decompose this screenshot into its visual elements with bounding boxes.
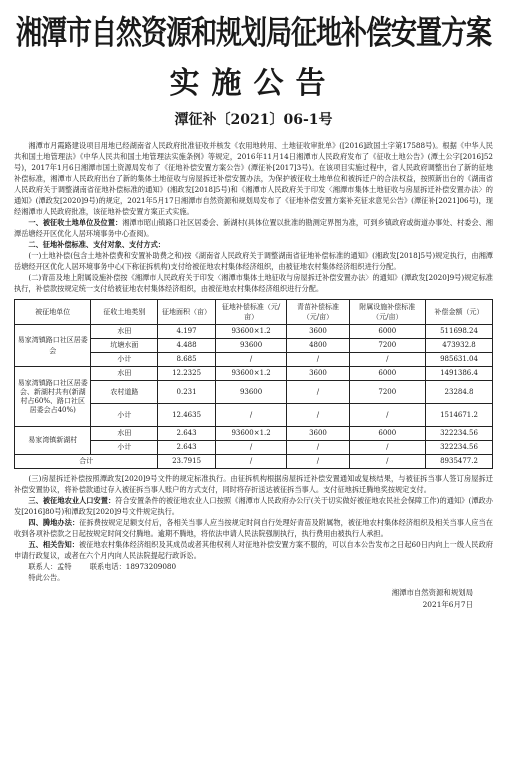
section-2-paragraph-1: (一)土地补偿(包含土地补偿费和安置补助费之和)按《湖南省人民政府关于调整湖南省征地补偿标准的通知》(湘政发[2018]5号)规定执行，由湘潭岳塘经开区优化人居环境事务中心(下称征拆机构)支付给被征地农村集体经济组织，由被征地农村集体经济组织进行分配。 [14,251,493,271]
contact-person: 联系人：孟特 [28,562,72,571]
section-2 [14,239,493,250]
table-cell: 8935477.2 [426,455,493,469]
unit-cell: 易家湾镇路口社区居委会 [15,325,91,367]
table-cell: 4800 [287,339,349,353]
table-cell: 水田 [91,325,158,339]
section-3-text: 符合安置条件的被征地农业人口按照《湘潭市人民政府办公厅(关于切实做好被征地农民社会保障工作)的通知》(潭政办发[2016]80号)和潭政发[2020]9号文件规定执行。 [14,496,493,516]
section-4-title: 四、腾地办法： [28,518,80,527]
contact-line [14,561,493,572]
table-cell: 12.4635 [158,404,215,427]
table-cell: 4.197 [158,325,215,339]
table-cell: 1491386.4 [426,367,493,381]
table-cell: 2.643 [158,427,215,441]
closing-line: 特此公告。 [28,573,65,582]
section-4 [14,517,493,539]
table-cell: 0.231 [158,381,215,404]
table-header: 附属设施补偿标准（元/亩） [349,300,425,325]
table-cell: / [349,455,425,469]
table-cell: / [215,404,287,427]
table-cell: 322234.56 [426,427,493,441]
section-2-paragraph-2: (二)青苗及地上附属设施补偿按《湘潭市人民政府关于印发〈湘潭市集体土地征收与房屋拆迁补偿安置办法〉的通知》(潭政发[2020]9号)规定标准执行，补偿款按规定统一支付给被征地农村集体经济组织，由被征地农村集体经济组织进行分配。 [14,273,493,293]
section-3-title: 三、被征地农业人口安置： [28,496,116,505]
table-cell: 小计 [91,441,158,455]
table-cell: 6000 [349,325,425,339]
table-cell: 93600 [215,381,287,404]
section-1-title: 一、被征收土地单位及位置： [28,218,123,227]
table-cell: / [349,441,425,455]
compensation-table [14,299,493,469]
table-cell: 小计 [91,353,158,367]
table-cell: 水田 [91,367,158,381]
table-row [15,367,493,381]
table-cell: 93600×1.2 [215,427,287,441]
table-total-row [15,455,493,469]
table-cell: / [215,441,287,455]
table-cell: 4.488 [158,339,215,353]
table-cell: / [287,404,349,427]
table-cell: 23.7915 [158,455,215,469]
table-row [15,325,493,339]
table-cell: 3600 [287,325,349,339]
table-cell: 8.685 [158,353,215,367]
table-header: 征地面积（亩） [158,300,215,325]
table-cell: / [215,455,287,469]
table-cell: 合计 [15,455,158,469]
section-5-text: 被征地农村集体经济组织及其成员或者其他权利人对征地补偿安置方案不服的，可以自本公告发布之日起60日内向上一级人民政府申请行政复议，或者在六个月内向人民法院提起行政诉讼。 [14,540,493,560]
table-cell: 小计 [91,404,158,427]
table-cell: 6000 [349,367,425,381]
table-cell: 322234.56 [426,441,493,455]
table-header: 征地补偿标准（元/亩） [215,300,287,325]
table-cell: / [349,404,425,427]
table-cell: 7200 [349,381,425,404]
signature-date: 2021年6月7日 [422,600,473,609]
table-cell: 农村道路 [91,381,158,404]
table-cell: 23284.8 [426,381,493,404]
signature-org: 湘潭市自然资源和规划局 [391,588,473,597]
document-number: 潭征补〔2021〕06-1号 [174,112,333,128]
table-cell: / [287,455,349,469]
table-cell: 水田 [91,427,158,441]
table-header: 征收土地类别 [91,300,158,325]
table-cell: 6000 [349,427,425,441]
table-cell: 985631.04 [426,353,493,367]
table-header: 补偿金额（元） [426,300,493,325]
section-3 [14,495,493,517]
section-2-paragraph-3: (三)房屋拆迁补偿按照潭政发[2020]9号文件的规定标准执行。由征拆机构根据房屋拆迁补偿安置通知或复核结果，与被征拆当事人签订房屋拆迁补偿安置协议，将补偿款通过存入被征拆当事人账户的方式支付，同时将存折送达被征拆当事人。支付征地拆迁腾地奖按规定支付。 [14,474,493,494]
table-cell: 坑塘水面 [91,339,158,353]
unit-cell: 易家湾镇新湖村 [15,427,91,455]
section-1 [14,217,493,239]
table-cell: 3600 [287,427,349,441]
section-5-title: 五、相关告知： [28,540,79,549]
title-line-1: 湘潭市自然资源和规划局征地补偿安置方案 [15,14,491,52]
table-header: 被征地单位 [15,300,91,325]
table-cell: / [287,441,349,455]
title-line-2: 实施公告 [169,66,338,101]
table-row [15,427,493,441]
table-header: 青苗补偿标准（元/亩） [287,300,349,325]
notice-body [14,140,493,583]
table-cell: 2.643 [158,441,215,455]
table-cell: 7200 [349,339,425,353]
contact-phone: 联系电话：18973209080 [89,562,177,571]
table-cell: 93600×1.2 [215,367,287,381]
intro-paragraph: 湘潭市月霞路建设项目用地已经湖南省人民政府批准征收并核发《农用地转用、土地征收审批单》([2016]政国土字第17588号)。根据《中华人民共和国土地管理法》《中华人民共和国土地管理法实施条例》等规定，2016年11月14日湘潭市人民政府发布了《征收土地公告》(潭土公字[2016]52号)，2017年1月6日湘潭市国土资源局发布了《征地补偿安置方案公告》(潭征补[2017]3号)。在该项目实施过程中，省人民政府调整出台了新的征地补偿标准，湘潭市人民政府出台了新的集体土地征收与房屋拆迁补偿安置办法，为保护被征收土地单位和被拆迁户的合法权益，按照新出台的《湖南省人民政府关于调整湖南省征地补偿标准的通知》(湘政发[2018]5号)和《湘潭市人民政府关于印发〈湘潭市集体土地征收与房屋拆迁补偿安置办法〉的通知》(潭政发[2020]9号)的规定，2021年5月17日湘潭市自然资源和规划局发布了《征地补偿安置方案补充征求意见公告》(潭征补[2021]06号)，现经湘潭市人民政府批准，该征地补偿安置方案正式实施。 [14,141,493,216]
table-cell: 473932.8 [426,339,493,353]
section-5 [14,539,493,561]
table-cell: / [287,353,349,367]
table-cell: 511698.24 [426,325,493,339]
signature-block [14,587,493,611]
table-cell: 93600×1.2 [215,325,287,339]
table-cell: / [349,353,425,367]
section-4-text: 征拆费按规定足额支付后，各相关当事人应当按规定时间自行处理好青苗及附属物，被征地农村集体经济组织及相关当事人应当在收到各项补偿款之日起按规定时间交付腾地。逾期不腾地，将依法申请人民法院强制执行，执行费用由被执行人承担。 [14,518,493,538]
table-cell: 1514671.2 [426,404,493,427]
table-cell: / [215,353,287,367]
unit-cell: 易家湾镇路口社区居委会、新湖村共有(新湖村占60%、路口社区居委会占40%) [15,367,91,427]
table-cell: 93600 [215,339,287,353]
section-1-text: 湘潭市昭山镇路口社区居委会、新湖村(具体位置以批准的勘测定界图为准，可到乡镇政府或街道办事处、村委会、湘潭岳塘经开区优化人居环境事务中心查阅)。 [14,218,493,238]
table-cell: 3600 [287,367,349,381]
table-cell: 12.2325 [158,367,215,381]
table-header-row [15,300,493,325]
table-cell: / [287,381,349,404]
section-2-title: 二、征地补偿标准、支付对象、支付方式： [28,240,165,249]
